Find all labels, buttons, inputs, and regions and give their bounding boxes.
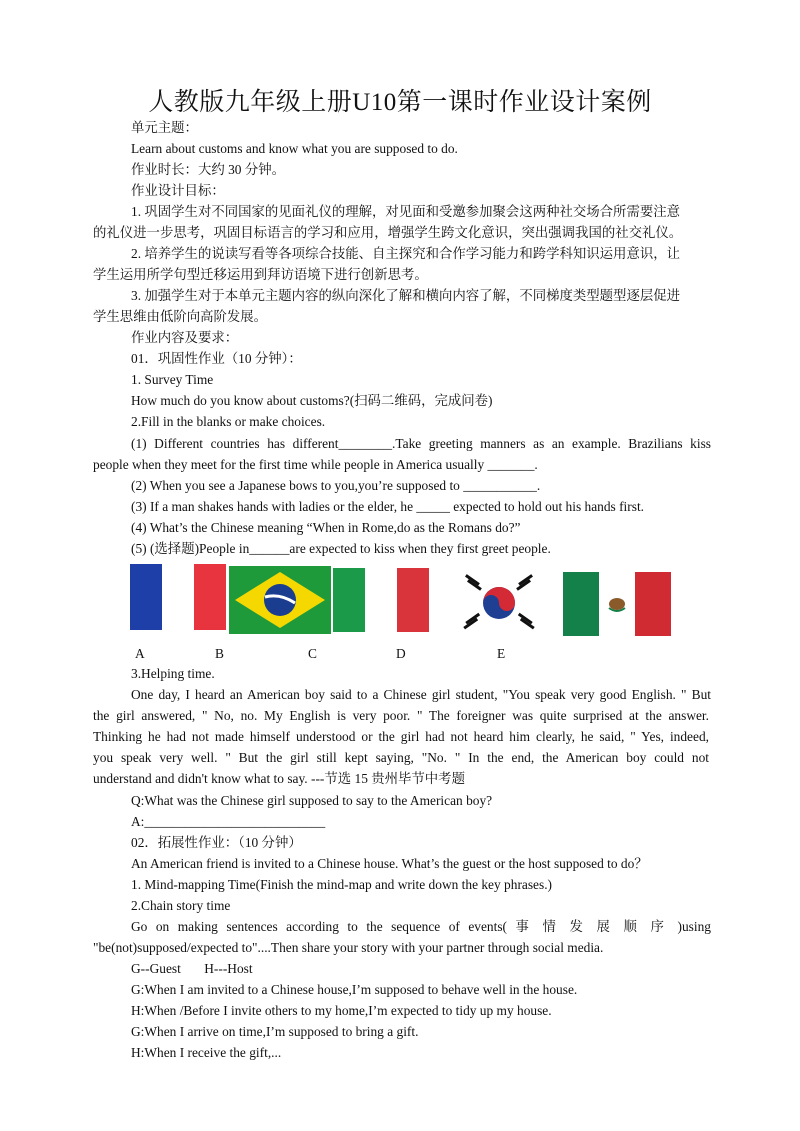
flag-stripe-green <box>333 568 365 632</box>
question-1-line-2: people when they meet for the first time while people in America usually _______. <box>93 457 538 472</box>
goal-1-line-1: 1. 巩固学生对不同国家的见面礼仪的理解，对见面和受邀参加聚会这两种社交场合所需要注意 <box>131 204 681 219</box>
fill-title: 2.Fill in the blanks or make choices. <box>131 414 326 429</box>
flags-row <box>125 560 685 640</box>
taegeuk-emblem <box>455 570 543 636</box>
flag-stripe-green <box>563 572 599 636</box>
choice-e: E <box>497 646 506 661</box>
choice-d: D <box>396 646 406 661</box>
example-2: H:When /Before I invite others to my home,I’m expected to tidy up my house. <box>131 1003 552 1018</box>
brazil-emblem <box>229 566 331 634</box>
flag-stripe-red <box>397 568 429 632</box>
story-answer-blank: A:___________________________ <box>131 814 326 829</box>
flag-south-korea <box>455 570 543 636</box>
flag-mexico <box>563 572 671 636</box>
flag-stripe-red <box>194 564 226 630</box>
section-02-heading: 02．拓展性作业：（10 分钟） <box>131 835 302 850</box>
question-4: (4) What’s the Chinese meaning “When in Rome,do as the Romans do?” <box>131 520 521 535</box>
story-line-3: Thinking he had not made himself understood or the girl had not heard him clearly, he said, " Yes, indeed, <box>93 729 709 744</box>
goal-3-line-2: 学生思维由低阶向高阶发展。 <box>93 309 268 324</box>
flag-france <box>130 564 226 630</box>
survey-title: 1. Survey Time <box>131 372 214 387</box>
flag-stripe-blue <box>130 564 162 630</box>
content-label: 作业内容及要求： <box>131 330 239 345</box>
flag-stripe-white <box>365 568 397 632</box>
goal-2-line-2: 学生运用所学句型迁移运用到拜访语境下进行创新思考。 <box>93 267 428 282</box>
document-title: 人教版九年级上册U10第一课时作业设计案例 <box>148 89 652 116</box>
mexico-coat-of-arms <box>605 592 629 616</box>
flag-italy <box>333 568 429 632</box>
section-01-heading: 01．巩固性作业（10 分钟）： <box>131 351 302 366</box>
flag-brazil <box>229 566 331 634</box>
survey-question: How much do you know about customs?(扫码二维码，完成问卷) <box>131 393 493 408</box>
example-1: G:When I am invited to a Chinese house,I’m supposed to behave well in the house. <box>131 982 578 997</box>
story-question: Q:What was the Chinese girl supposed to say to the American boy? <box>131 793 493 808</box>
choice-c: C <box>308 646 317 661</box>
roles-legend: G--Guest H---Host <box>131 961 253 976</box>
goal-2-line-1: 2. 培养学生的说读写看等各项综合技能、自主探究和合作学习能力和跨学科知识运用意识，让 <box>131 246 681 261</box>
duration: 作业时长：大约 30 分钟。 <box>131 162 285 177</box>
question-3: (3) If a man shakes hands with ladies or the elder, he _____ expected to hold out his hands first. <box>131 499 645 514</box>
goal-1-line-2: 的礼仪进一步思考，巩固目标语言的学习和应用，增强学生跨文化意识，突出强调我国的社交礼仪。 <box>93 225 683 240</box>
story-line-2: the girl answered, " No, no. My English is very poor. " The foreigner was quite surprised at the answer. <box>93 708 709 723</box>
chain-story-line-2: "be(not)supposed/expected to"....Then share your story with your partner through social media. <box>93 940 604 955</box>
flag-stripe-red <box>635 572 671 636</box>
question-1-line-1: (1) Different countries has different________.Take greeting manners as an example. Brazilians kiss <box>131 436 711 451</box>
story-line-5: understand and didn't know what to say. ---节选 15 贵州毕节中考题 <box>93 771 465 786</box>
unit-theme-label: 单元主题： <box>131 120 198 135</box>
story-line-1: One day, I heard an American boy said to a Chinese girl student, "You speak very good English. " But <box>131 687 711 702</box>
goal-3-line-1: 3. 加强学生对于本单元主题内容的纵向深化了解和横向内容了解，不同梯度类型题型逐层促进 <box>131 288 681 303</box>
flag-stripe-white <box>162 564 194 630</box>
question-2: (2) When you see a Japanese bows to you,you’re supposed to ___________. <box>131 478 541 493</box>
unit-theme: Learn about customs and know what you are supposed to do. <box>131 141 458 156</box>
question-5: (5) (选择题)People in______are expected to kiss when they first greet people. <box>131 541 551 556</box>
extension-intro: An American friend is invited to a Chinese house. What’s the guest or the host supposed to do？ <box>131 856 648 871</box>
chain-story-line-1: Go on making sentences according to the sequence of events( 事 情 发 展 顺 序 )using <box>131 919 711 934</box>
goals-label: 作业设计目标： <box>131 183 225 198</box>
helping-title: 3.Helping time. <box>131 666 215 681</box>
example-3: G:When I arrive on time,I’m supposed to bring a gift. <box>131 1024 419 1039</box>
example-4: H:When I receive the gift,... <box>131 1045 282 1060</box>
chain-story-title: 2.Chain story time <box>131 898 231 913</box>
choice-a: A <box>135 646 145 661</box>
choice-b: B <box>215 646 224 661</box>
mind-map-title: 1. Mind-mapping Time(Finish the mind-map and write down the key phrases.) <box>131 877 553 892</box>
story-line-4: you speak very well. " But the girl still kept saying, "No. " In the end, the American boy could not <box>93 750 709 765</box>
